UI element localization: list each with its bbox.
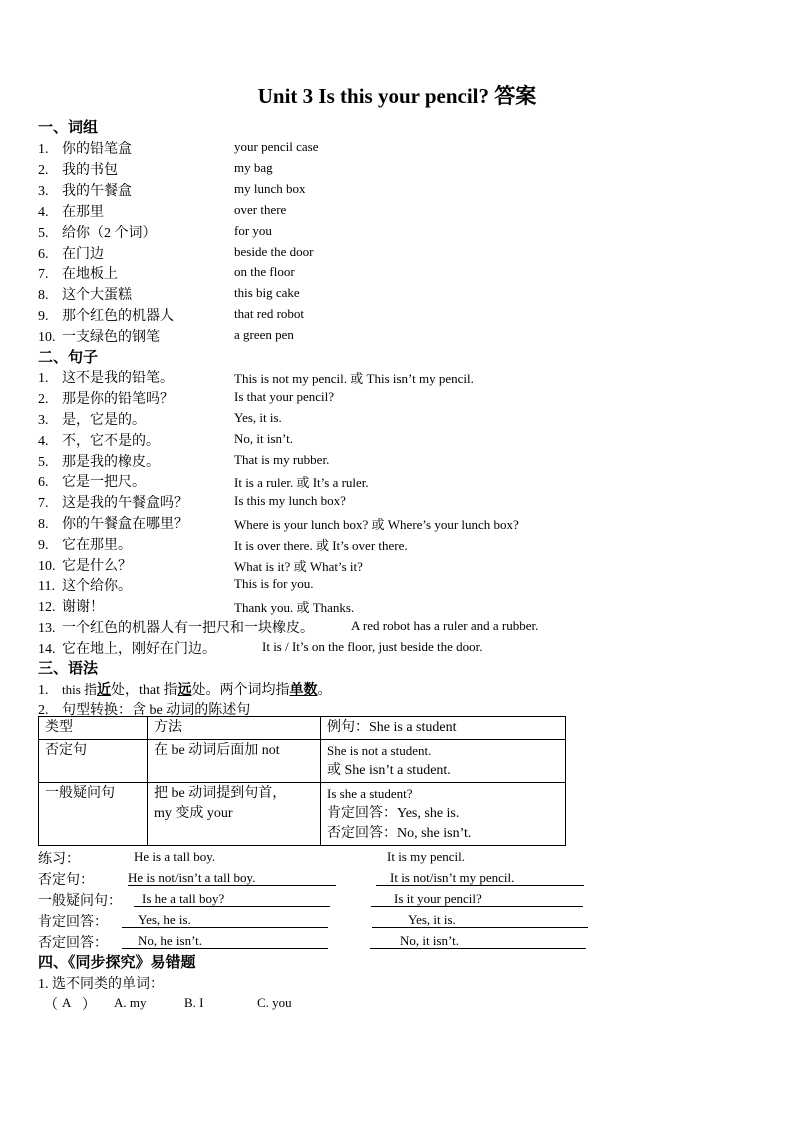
list-item: 13. 一个红色的机器人有一把尺和一块橡皮。 A red robot has a ruler and a rubber. <box>38 618 539 636</box>
list-item: 9. 那个红色的机器人 that red robot <box>38 306 305 324</box>
table-cell: 在 be 动词后面加 not <box>148 740 321 783</box>
practice-row: 练习： He is a tall boy. It is my pencil. <box>38 849 465 867</box>
list-item: 5. 给你（2 个词） for you <box>38 223 272 241</box>
list-item: 4. 不，它不是的。 No, it isn’t. <box>38 431 293 449</box>
practice-row: 肯定回答： Yes, he is. Yes, it is. <box>38 911 598 932</box>
option-b: B. I <box>184 995 204 1010</box>
answer-underline <box>370 948 586 949</box>
list-item: 11. 这个给你。 This is for you. <box>38 576 314 594</box>
list-item: 4. 在那里 over there <box>38 202 287 220</box>
option-a: A. my <box>114 995 147 1010</box>
practice-row: 一般疑问句： Is he a tall boy? Is it your pencil? <box>38 890 598 911</box>
list-item: 1. 你的铅笔盒 your pencil case <box>38 139 319 157</box>
list-item: 2. 我的书包 my bag <box>38 160 273 178</box>
list-item: 3. 是，它是的。 Yes, it is. <box>38 410 282 428</box>
question-1: 1. 选不同类的单词： <box>38 977 164 992</box>
list-item: 6. 在门边 beside the door <box>38 244 314 262</box>
list-item: 8. 你的午餐盒在哪里？ Where is your lunch box? 或 Where’s your lunch box? <box>38 517 519 532</box>
list-item: 8. 这个大蛋糕 this big cake <box>38 285 300 303</box>
list-item: 5. 那是我的橡皮。 That is my rubber. <box>38 452 330 470</box>
section-heading-common-mistakes: 四、《同步探究》易错题 <box>38 955 196 971</box>
table-cell: She is not a student. 或 She isn’t a student. <box>321 740 566 783</box>
table-cell: 一般疑问句 <box>39 783 148 846</box>
answer-underline <box>122 927 328 928</box>
grammar-point-2: 2. 句型转换：含 be 动词的陈述句 <box>38 703 251 718</box>
answer-underline <box>376 885 584 886</box>
list-item: 12. 谢谢！ Thank you. 或 Thanks. <box>38 600 355 615</box>
table-header: 类型 <box>39 717 148 740</box>
list-item: 7. 这是我的午餐盒吗？ Is this my lunch box? <box>38 493 346 511</box>
table-header: 方法 <box>148 717 321 740</box>
list-item: 1. 这不是我的铅笔。 This is not my pencil. 或 This isn’t my pencil. <box>38 371 474 386</box>
table-row <box>39 740 566 783</box>
list-item: 6. 它是一把尺。 It is a ruler. 或 It’s a ruler. <box>38 475 369 490</box>
list-item: 10. 它是什么？ What is it? 或 What’s it? <box>38 559 363 574</box>
answer-underline <box>371 906 583 907</box>
list-item: 7. 在地板上 on the floor <box>38 264 295 282</box>
practice-row: 否定句： He is not/isn’t a tall boy. It is not/isn’t my pencil. <box>38 869 598 890</box>
answer-underline <box>372 927 588 928</box>
section-heading-sentences: 二、句子 <box>38 350 99 366</box>
table-row <box>39 783 566 846</box>
table-cell: 把 be 动词提到句首， my 变成 your <box>148 783 321 846</box>
section-heading-phrases: 一、词组 <box>38 120 99 136</box>
table-header: 例句：She is a student <box>321 717 566 740</box>
section-heading-grammar: 三、语法 <box>38 661 99 677</box>
practice-row: 否定回答： No, he isn’t. No, it isn’t. <box>38 932 598 953</box>
answer-underline <box>128 885 336 886</box>
answer-value: A <box>62 995 72 1010</box>
list-item: 10. 一支绿色的钢笔 a green pen <box>38 327 294 345</box>
list-item: 14. 它在地上，刚好在门边。 It is / It’s on the floor, just beside the door. <box>38 639 483 657</box>
list-item: 3. 我的午餐盒 my lunch box <box>38 181 306 199</box>
table-cell: 否定句 <box>39 740 148 783</box>
table-header-row <box>39 717 566 740</box>
question-1-options: （ A ） A. my B. I C. you <box>44 995 292 1013</box>
answer-underline <box>134 906 330 907</box>
sentence-transformation-table <box>38 716 566 846</box>
list-item: 2. 那是你的铅笔吗？ Is that your pencil? <box>38 389 334 407</box>
answer-underline <box>122 948 328 949</box>
table-cell: Is she a student? 肯定回答：Yes, she is. 否定回答：No, she isn’t. <box>321 783 566 846</box>
option-c: C. you <box>257 995 292 1010</box>
page-title: Unit 3 Is this your pencil? 答案 <box>257 84 537 108</box>
grammar-point-1: 1. this 指近处，that 指远处。两个词均指单数。 <box>38 682 332 698</box>
list-item: 9. 它在那里。 It is over there. 或 It’s over there. <box>38 538 408 553</box>
